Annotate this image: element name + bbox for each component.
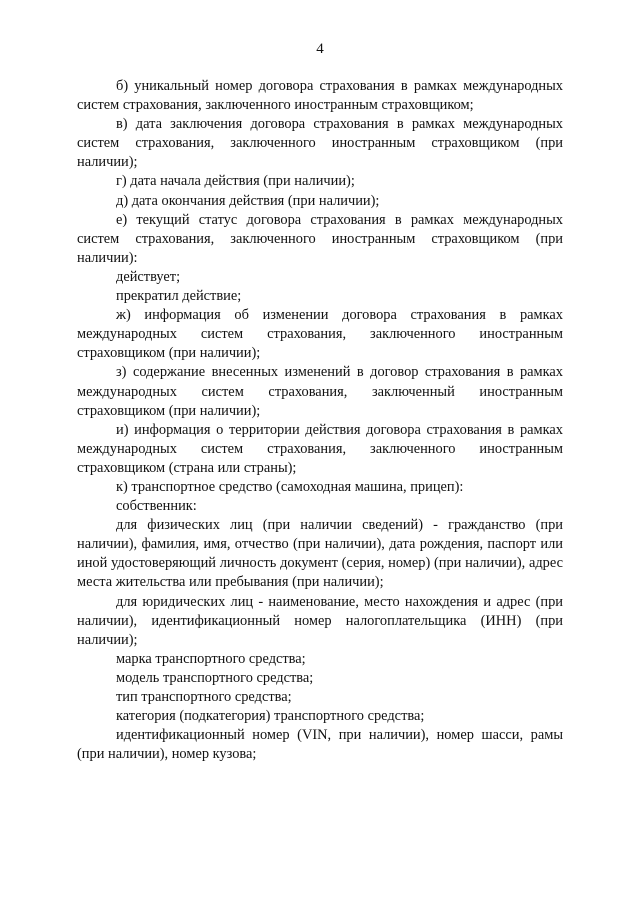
paragraph-b-contract-number: б) уникальный номер договора страхования в рамках международных систем страхования, заключенного иностранным страховщиком; [77,78,563,114]
page-number: 4 [316,41,324,57]
vehicle-category: категория (подкатегория) транспортного средства; [116,708,425,725]
paragraph-zh-contract-change-info: ж) информация об изменении договора страхования в рамках международных систем страхования, заключенного иностранным страховщиком (при наличии); [77,307,563,362]
vehicle-identification-numbers: идентификационный номер (VIN, при наличии), номер шасси, рамы (при наличии), номер кузова; [77,727,563,763]
vehicle-model: модель транспортного средства; [116,669,314,686]
vehicle-type: тип транспортного средства; [116,689,292,705]
paragraph-g-start-date: г) дата начала действия (при наличии); [116,173,355,190]
paragraph-z-changes-content: з) содержание внесенных изменений в договор страхования в рамках международных систем страхования, заключенный иностранным страховщиком (при наличии); [77,364,563,419]
paragraph-v-conclusion-date: в) дата заключения договора страхования в рамках международных систем страхования, заключенного иностранным страховщиком (при наличии); [77,116,563,171]
status-option-active: действует; [116,268,181,285]
paragraph-i-territory-info: и) информация о территории действия договора страхования в рамках международных систем страхования, заключенного иностранным страховщиком (страна или страны); [77,421,563,476]
paragraph-e-contract-status: е) текущий статус договора страхования в рамках международных систем страхования, заключенного иностранным страховщиком (при наличии): [77,211,563,266]
owner-legal-entities-details: для юридических лиц - наименование, место нахождения и адрес (при наличии), идентификационный номер налогоплательщика (ИНН) (при наличии); [77,593,563,648]
vehicle-owner-heading: собственник: [116,498,197,515]
vehicle-make: марка транспортного средства; [116,650,306,667]
owner-individuals-details: для физических лиц (при наличии сведений) - гражданство (при наличии), фамилия, имя, отчество (при наличии), дата рождения, паспорт или иной удостоверяющий личность документ (серия, номер) (при наличии), адрес места жительства или пребывания (при наличии); [77,517,563,591]
document-body [77,77,563,764]
paragraph-k-vehicle: к) транспортное средство (самоходная машина, прицеп): [116,478,464,495]
status-option-terminated: прекратил действие; [116,288,242,305]
paragraph-d-end-date: д) дата окончания действия (при наличии); [116,192,380,209]
